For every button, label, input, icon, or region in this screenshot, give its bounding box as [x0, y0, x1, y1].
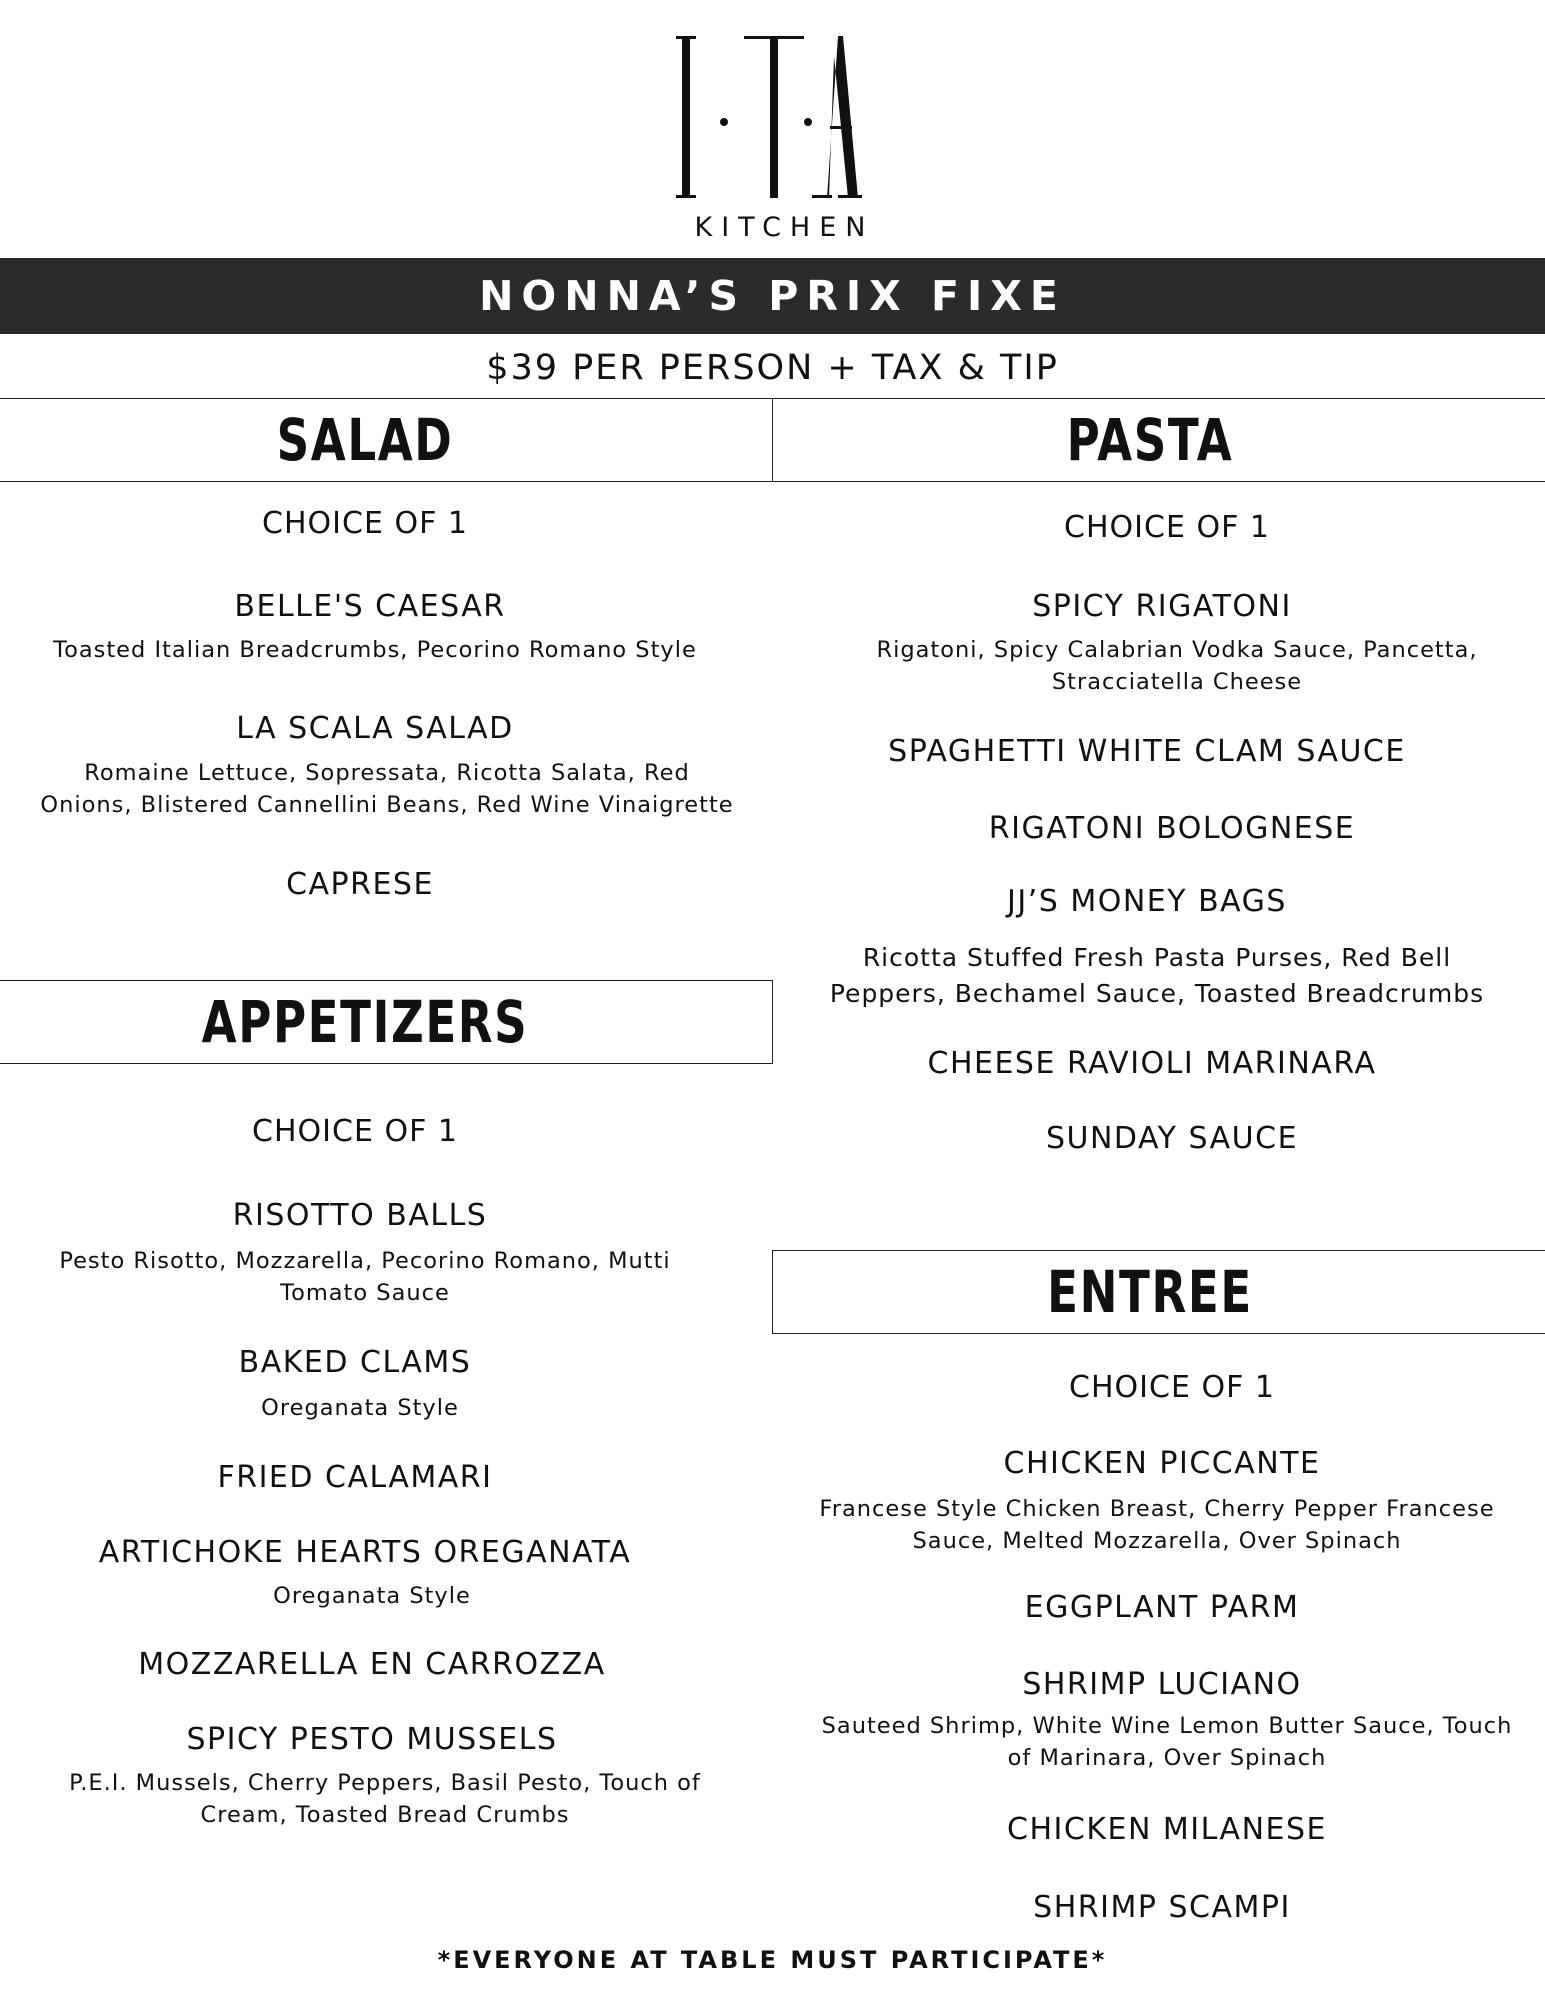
entree-item-name: SHRIMP LUCIANO [1022, 1667, 1302, 1702]
salad-header-box [0, 398, 773, 482]
participation-note: *EVERYONE AT TABLE MUST PARTICIPATE* [437, 1946, 1108, 1974]
appetizer-item-name: BAKED CLAMS [238, 1345, 472, 1380]
pasta-title: PASTA [1066, 406, 1234, 474]
entree-item-name: EGGPLANT PARM [1024, 1590, 1300, 1625]
entree-header-box [772, 1250, 1545, 1334]
pasta-item-name: SPICY RIGATONI [1032, 589, 1292, 624]
salad-item-name: CAPRESE [286, 867, 434, 902]
appetizer-item-name: MOZZARELLA EN CARROZZA [138, 1647, 606, 1682]
pasta-item-name: CHEESE RAVIOLI MARINARA [927, 1046, 1377, 1081]
entree-item-name: CHICKEN PICCANTE [1003, 1446, 1321, 1481]
salad-item-name: BELLE'S CAESAR [234, 589, 506, 624]
pasta-item-desc: Ricotta Stuffed Fresh Pasta Purses, Red Bell [862, 943, 1452, 972]
appetizer-item-desc: Pesto Risotto, Mozzarella, Pecorino Romano, Mutti [59, 1248, 671, 1274]
prix-fixe-banner [0, 258, 1545, 334]
appetizers-title: APPETIZERS [201, 988, 529, 1056]
pasta-item-desc: Peppers, Bechamel Sauce, Toasted Breadcrumbs [829, 979, 1485, 1008]
salad-title: SALAD [276, 406, 454, 474]
salad-item-name: LA SCALA SALAD [236, 711, 514, 746]
appetizers-choice: CHOICE OF 1 [252, 1114, 458, 1149]
entree-choice: CHOICE OF 1 [1069, 1370, 1275, 1405]
appetizer-item-name: RISOTTO BALLS [232, 1198, 488, 1233]
salad-item-desc: Romaine Lettuce, Sopressata, Ricotta Salata, Red [84, 760, 690, 786]
pasta-item-desc: Rigatoni, Spicy Calabrian Vodka Sauce, Pancetta, [876, 637, 1478, 663]
entree-item-name: CHICKEN MILANESE [1007, 1812, 1327, 1847]
salad-choice: CHOICE OF 1 [262, 506, 468, 541]
salad-item-desc: Toasted Italian Breadcrumbs, Pecorino Romano Style [53, 637, 697, 663]
pasta-item-name: SUNDAY SAUCE [1045, 1121, 1299, 1156]
appetizers-header-box [0, 980, 773, 1064]
appetizer-item-name: ARTICHOKE HEARTS OREGANATA [98, 1535, 632, 1570]
pasta-item-name: RIGATONI BOLOGNESE [988, 811, 1356, 846]
logo-subtitle: KITCHEN [694, 212, 875, 243]
price-line: $39 PER PERSON + TAX & TIP [486, 348, 1059, 388]
appetizer-item-desc: Oreganata Style [273, 1583, 471, 1609]
pasta-item-name: JJ’S MONEY BAGS [1007, 884, 1287, 919]
entree-item-desc: Francese Style Chicken Breast, Cherry Pepper Francese [819, 1496, 1495, 1522]
banner-title: NONNA’S PRIX FIXE [479, 272, 1066, 320]
appetizer-item-desc: Oreganata Style [261, 1395, 459, 1421]
appetizer-item-name: SPICY PESTO MUSSELS [186, 1722, 558, 1757]
entree-item-desc: Sauce, Melted Mozzarella, Over Spinach [912, 1528, 1402, 1554]
entree-item-desc: Sauteed Shrimp, White Wine Lemon Butter Sauce, Touch [821, 1713, 1513, 1739]
pasta-item-desc: Stracciatella Cheese [1051, 669, 1303, 695]
entree-title: ENTREE [1047, 1258, 1253, 1326]
pasta-choice: CHOICE OF 1 [1064, 510, 1270, 545]
entree-item-desc: of Marinara, Over Spinach [1007, 1745, 1327, 1771]
logo-text: I·T·A [772, 26, 775, 27]
appetizer-item-desc: Cream, Toasted Bread Crumbs [200, 1802, 570, 1828]
pasta-item-name: SPAGHETTI WHITE CLAM SAUCE [888, 734, 1406, 769]
appetizer-item-name: FRIED CALAMARI [217, 1460, 493, 1495]
appetizer-item-desc: P.E.I. Mussels, Cherry Peppers, Basil Pesto, Touch of [69, 1770, 701, 1796]
pasta-header-box [772, 398, 1545, 482]
appetizer-item-desc: Tomato Sauce [280, 1280, 450, 1306]
entree-item-name: SHRIMP SCAMPI [1033, 1890, 1291, 1925]
ita-logo [0, 26, 1545, 206]
salad-item-desc: Onions, Blistered Cannellini Beans, Red Wine Vinaigrette [40, 792, 734, 818]
